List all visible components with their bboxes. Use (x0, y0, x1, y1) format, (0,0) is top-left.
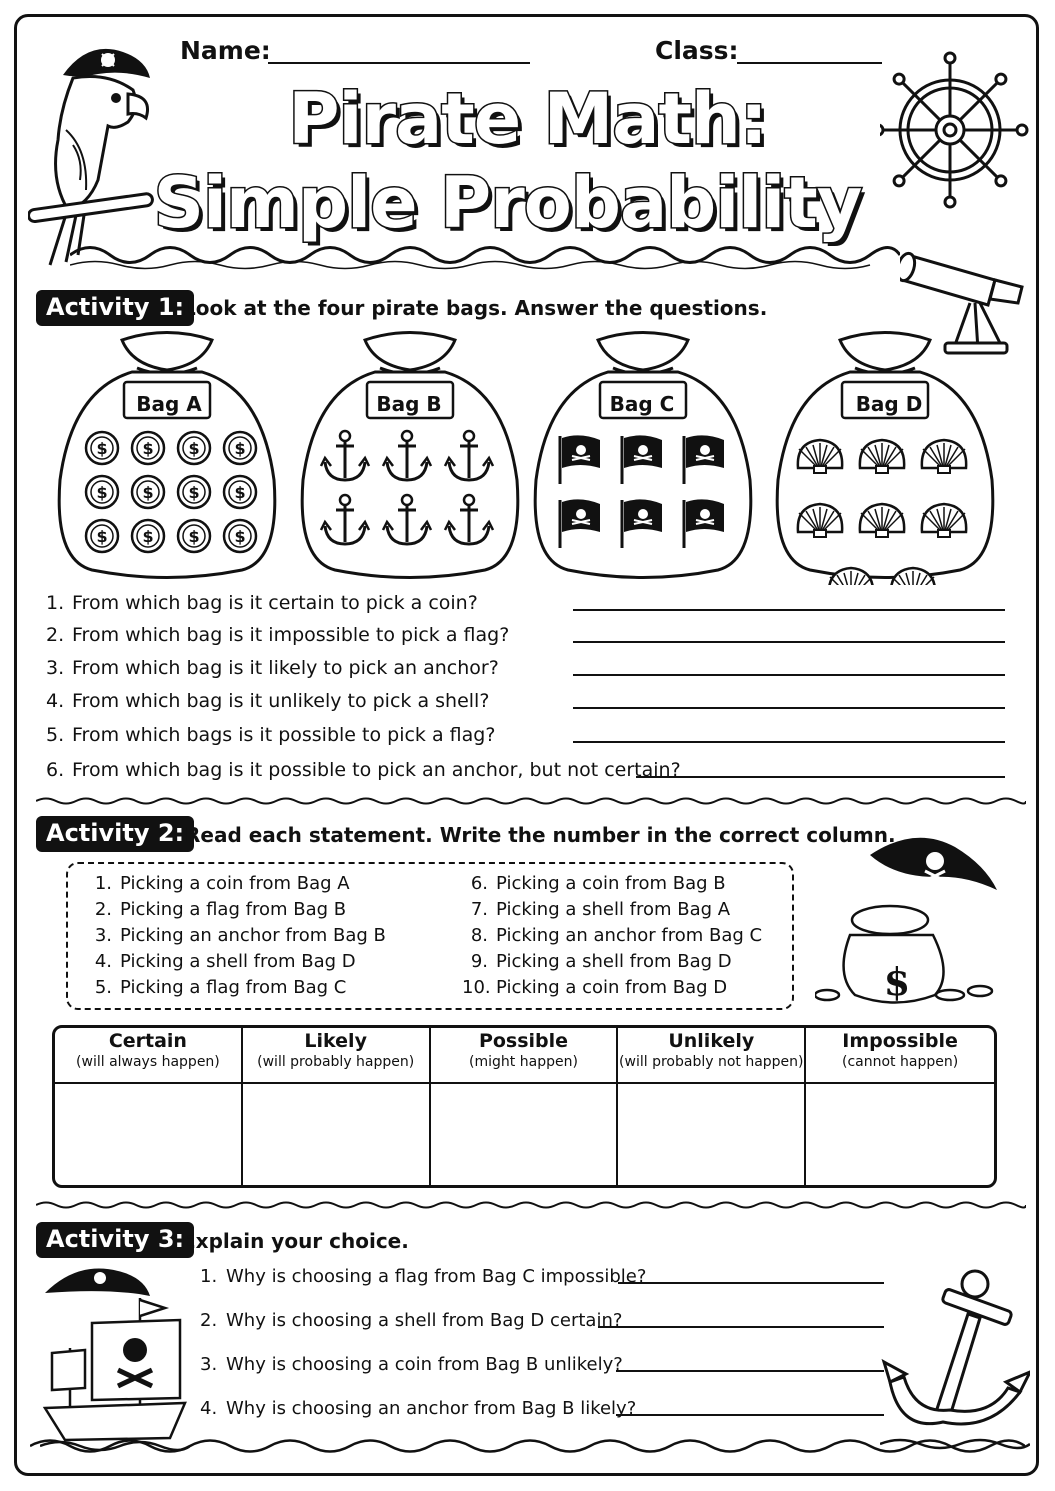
activity-2-badge: Activity 2: (36, 816, 194, 852)
column-possible: Possible (might happen) (431, 1028, 619, 1084)
shell-icon (922, 440, 966, 473)
bag-b-label: Bag B (376, 392, 442, 416)
statement-2: 2. Picking a flag from Bag B (94, 899, 347, 920)
svg-text:$: $ (96, 439, 108, 458)
shell-icon (860, 504, 904, 537)
column-certain: Certain (will always happen) (55, 1028, 243, 1084)
bag-c-label: Bag C (609, 392, 675, 416)
name-field[interactable] (268, 62, 530, 64)
unlikely-answer-cell[interactable] (618, 1084, 806, 1185)
column-likely: Likely (will probably happen) (243, 1028, 431, 1084)
activity-1-badge: Activity 1: (36, 290, 194, 326)
statement-10: 10. Picking a coin from Bag D (462, 977, 728, 998)
svg-text:$: $ (188, 483, 200, 502)
explain-question-4: 4. Why is choosing an anchor from Bag B likely? (200, 1398, 637, 1419)
parrot-icon (28, 30, 158, 270)
statement-7: 7. Picking a shell from Bag A (470, 899, 731, 920)
coin-icon (178, 476, 210, 508)
bag-c (535, 333, 751, 578)
bag-a-label: Bag A (136, 392, 202, 416)
name-label: Name: (180, 36, 271, 65)
explain-answer-2[interactable] (598, 1326, 884, 1328)
activity-3-badge: Activity 3: (36, 1222, 194, 1258)
bag-b (302, 333, 518, 578)
certain-answer-cell[interactable] (55, 1084, 243, 1185)
coin-icon (132, 520, 164, 552)
question-5: 5. From which bags is it possible to pick a flag? (46, 724, 496, 746)
coin-icon (224, 432, 256, 464)
column-impossible: Impossible (cannot happen) (806, 1028, 994, 1084)
svg-text:$: $ (234, 527, 246, 546)
possible-answer-cell[interactable] (431, 1084, 619, 1185)
shell-icon (860, 440, 904, 473)
bag-d-label: Bag D (855, 392, 923, 416)
explain-answer-3[interactable] (616, 1370, 884, 1372)
coin-icon (86, 476, 118, 508)
statement-1: 1. Picking a coin from Bag A (94, 873, 350, 894)
section-divider-1 (36, 796, 1026, 806)
svg-text:$: $ (188, 527, 200, 546)
impossible-answer-cell[interactable] (806, 1084, 994, 1185)
class-label: Class: (655, 36, 739, 65)
sorting-table (52, 1025, 997, 1188)
bag-d (777, 333, 993, 586)
bags-illustration (40, 330, 1030, 585)
question-6: 6. From which bag is it possible to pick an anchor, but not certain? (46, 759, 681, 781)
coin-icon (132, 432, 164, 464)
shell-icon (798, 440, 842, 473)
statement-3: 3. Picking an anchor from Bag B (94, 925, 386, 946)
statement-9: 9. Picking a shell from Bag D (470, 951, 732, 972)
question-3: 3. From which bag is it likely to pick an anchor? (46, 657, 499, 679)
svg-text:$: $ (96, 527, 108, 546)
section-divider-2 (36, 1200, 1026, 1210)
explain-question-2: 2. Why is choosing a shell from Bag D certain? (200, 1310, 623, 1331)
answer-line-2[interactable] (573, 641, 1005, 643)
title-line-1: Pirate Math: (288, 78, 767, 160)
svg-text:$: $ (96, 483, 108, 502)
bottom-wave (30, 1435, 1025, 1457)
coin-icon (86, 520, 118, 552)
coin-icon (224, 476, 256, 508)
answer-line-5[interactable] (573, 741, 1005, 743)
anchor-icon (880, 1262, 1030, 1452)
svg-text:$: $ (142, 527, 154, 546)
explain-answer-4[interactable] (616, 1414, 884, 1416)
explain-question-3: 3. Why is choosing a coin from Bag B unlikely? (200, 1354, 623, 1375)
activity-1-instruction: Look at the four pirate bags. Answer the questions. (183, 296, 768, 320)
answer-line-3[interactable] (573, 674, 1005, 676)
coin-icon (132, 476, 164, 508)
svg-text:$: $ (234, 439, 246, 458)
question-1: 1. From which bag is it certain to pick a coin? (46, 592, 478, 614)
svg-text:$: $ (142, 439, 154, 458)
question-4: 4. From which bag is it unlikely to pick a shell? (46, 690, 490, 712)
explain-question-1: 1. Why is choosing a flag from Bag C impossible? (200, 1266, 647, 1287)
column-unlikely: Unlikely (will probably not happen) (618, 1028, 806, 1084)
statement-5: 5. Picking a flag from Bag C (94, 977, 347, 998)
coin-icon (224, 520, 256, 552)
svg-text:$: $ (142, 483, 154, 502)
statement-8: 8. Picking an anchor from Bag C (470, 925, 763, 946)
shell-icon (798, 504, 842, 537)
answer-line-4[interactable] (573, 707, 1005, 709)
answer-line-6[interactable] (636, 776, 1005, 778)
ship-wheel-icon (880, 50, 1030, 210)
pirate-ship-icon (40, 1258, 190, 1453)
bag-a (59, 333, 275, 578)
shell-icon (922, 504, 966, 537)
explain-answer-1[interactable] (618, 1282, 884, 1284)
svg-text:$: $ (188, 439, 200, 458)
activity-3-instruction: Explain your choice. (182, 1229, 409, 1253)
class-field[interactable] (737, 62, 882, 64)
answer-line-1[interactable] (573, 609, 1005, 611)
statement-4: 4. Picking a shell from Bag D (94, 951, 356, 972)
title-line-2: Simple Probability (153, 162, 862, 244)
activity-2-instruction: Read each statement. Write the number in the correct column. (185, 823, 896, 847)
likely-answer-cell[interactable] (243, 1084, 431, 1185)
treasure-bag-icon (815, 825, 1005, 1015)
treasure-symbol: $ (883, 959, 911, 1004)
coin-icon (86, 432, 118, 464)
statement-6: 6. Picking a coin from Bag B (470, 873, 726, 894)
svg-text:$: $ (234, 483, 246, 502)
coin-icon (178, 432, 210, 464)
wave-divider (70, 240, 900, 270)
coin-icon (178, 520, 210, 552)
question-2: 2. From which bag is it impossible to pick a flag? (46, 624, 510, 646)
